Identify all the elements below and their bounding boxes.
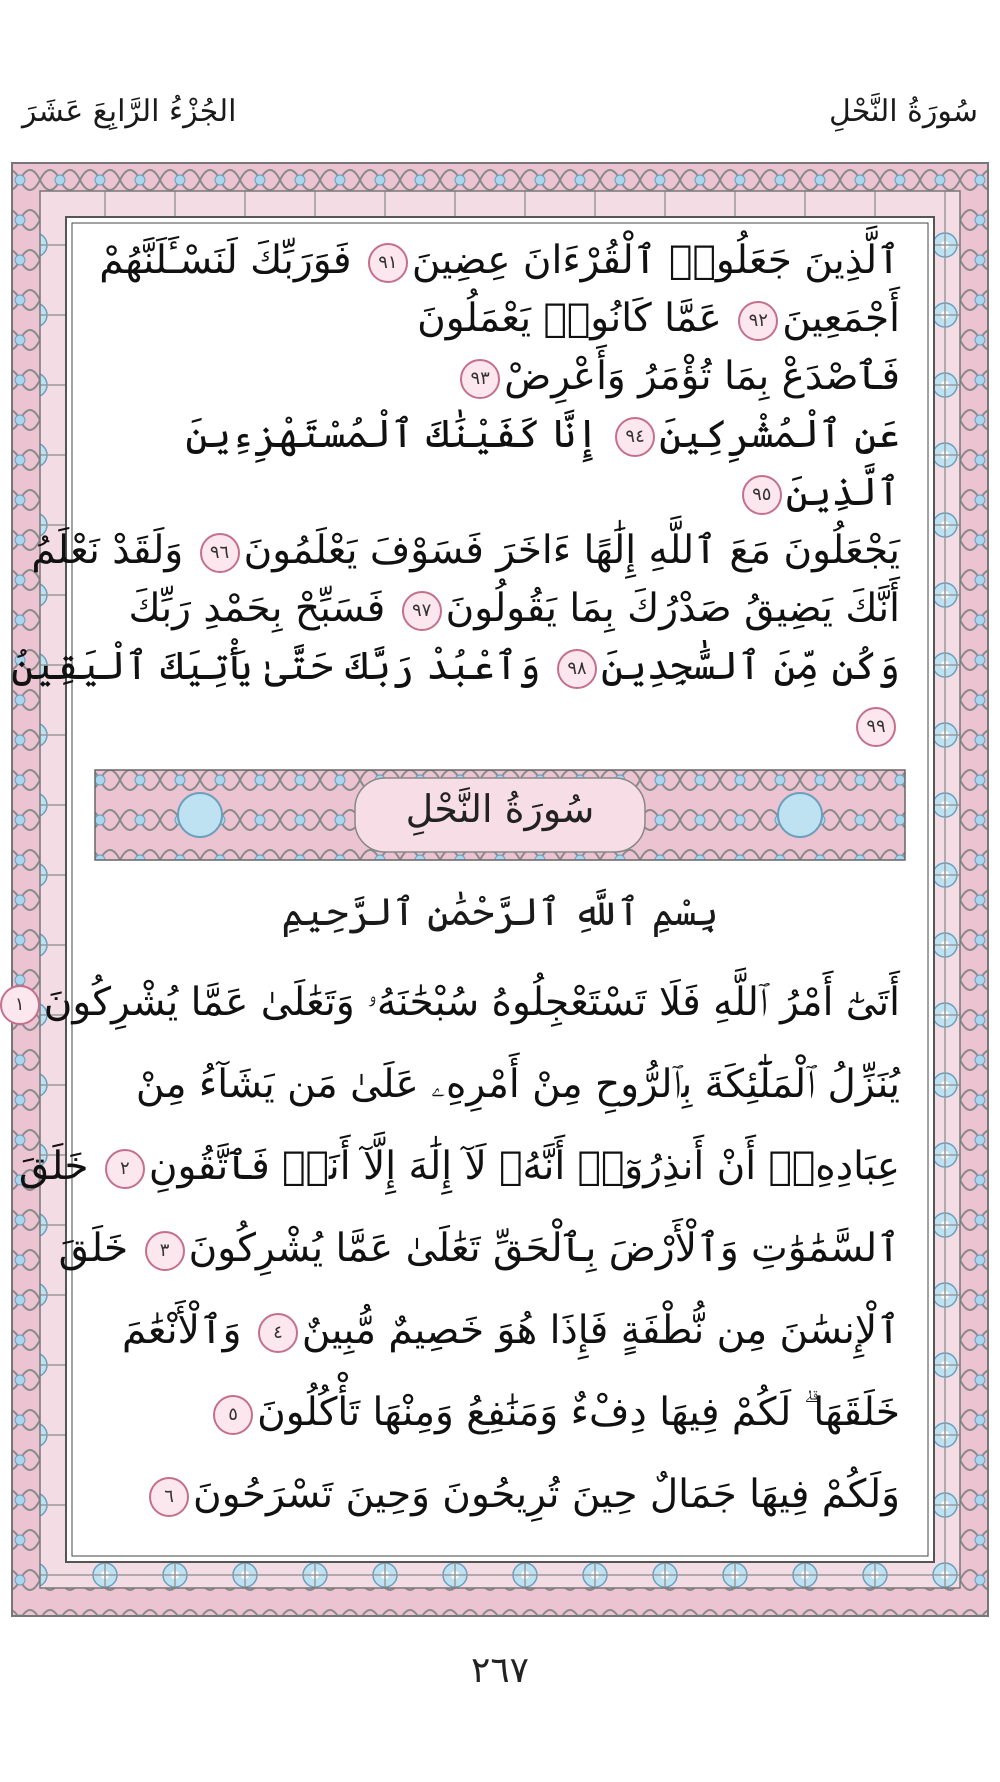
verse-number-marker: ١ (0, 985, 40, 1025)
verse-text-tail: خَلَقَ (18, 1144, 101, 1189)
verse-text-tail: إِنَّا كَفَيْنَٰكَ ٱلْمُسْتَهْزِءِينَ (185, 412, 612, 457)
verse-text: عِبَادِهِۦٓ أَنْ أَنذِرُوٓا۟ أَنَّهُۥ لَآ إِلَٰهَ إِلَّآ أَنَا۠ فَٱتَّقُونِ (148, 1144, 900, 1189)
verse-line (100, 354, 900, 399)
verse-text: يَجْعَلُونَ مَعَ ٱللَّهِ إِلَٰهًا ءَاخَرَ فَسَوْفَ يَعْلَمُونَ (243, 528, 900, 573)
verse-text: وَلَكُمْ فِيهَا جَمَالٌ حِينَ تُرِيحُونَ وَحِينَ تَسْرَحُونَ (193, 1472, 900, 1517)
verse-number-marker: ٣ (145, 1231, 185, 1271)
verse-text-tail: فَوَرَبِّكَ لَنَسْـَٔلَنَّهُمْ (99, 238, 364, 283)
verse-number-marker: ٥ (213, 1395, 253, 1435)
verse-text: عَنِ ٱلْمُشْرِكِينَ (659, 412, 900, 457)
verse-line (100, 586, 900, 631)
verse-text: أَنَّكَ يَضِيقُ صَدْرُكَ بِمَا يَقُولُونَ (445, 586, 900, 631)
verse-text: خَلَقَهَا ۗ لَكُمْ فِيهَا دِفْءٌ وَمَنَٰفِعُ وَمِنْهَا تَأْكُلُونَ (257, 1390, 900, 1435)
verse-number-marker: ٩١ (368, 243, 408, 283)
verse-text: أَتَىٰٓ أَمْرُ ٱللَّهِ فَلَا تَسْتَعْجِلُوهُ سُبْحَٰنَهُۥ وَتَعَٰلَىٰ عَمَّا يُشْرِكُونَ (43, 980, 900, 1025)
verse-text: وَكُن مِّنَ ٱلسَّٰجِدِينَ (600, 644, 900, 689)
verse-text-tail: عَمَّا كَانُوا۟ يَعْمَلُونَ (417, 296, 735, 341)
verse-number-marker: ٩٣ (460, 359, 500, 399)
verse-line (100, 238, 900, 283)
verse-text-tail: خَلَقَ (58, 1226, 141, 1271)
surah-title: سُورَةُ النَّحْلِ (405, 787, 595, 831)
verse-text-tail: وَلَقَدْ نَعْلَمُ (31, 528, 196, 573)
verse-text: فَٱصْدَعْ بِمَا تُؤْمَرُ وَأَعْرِضْ (504, 354, 900, 399)
verse-number-marker: ٢ (105, 1149, 145, 1189)
verse-line (100, 296, 900, 341)
verse-line (100, 1308, 900, 1353)
page-number: ٢٦٧ (470, 1650, 529, 1691)
verse-line (18, 1144, 900, 1189)
verse-line (100, 1390, 900, 1435)
verse-number-marker: ٦ (149, 1477, 189, 1517)
verse-line (58, 1226, 900, 1271)
basmala: بِسْمِ ٱللَّهِ ٱلرَّحْمَٰنِ ٱلرَّحِيمِ (281, 890, 719, 934)
verse-line (100, 470, 900, 515)
verse-number-marker: ٩٤ (615, 417, 655, 457)
verse-text-tail: وَٱلْأَنْعَٰمَ (121, 1308, 254, 1353)
verse-text: ٱلَّذِينَ (785, 470, 900, 515)
verse-line (14, 980, 900, 1025)
verse-line (100, 702, 900, 747)
verse-number-marker: ٩٥ (742, 475, 782, 515)
verse-number-marker: ٩٩ (856, 707, 896, 747)
verse-text-tail: وَٱعْبُدْ رَبَّكَ حَتَّىٰ يَأْتِيَكَ ٱلْيَقِينُ (11, 644, 553, 689)
verse-line (100, 1062, 900, 1107)
verse-text: ٱلْإِنسَٰنَ مِن نُّطْفَةٍ فَإِذَا هُوَ خَصِيمٌ مُّبِينٌ (301, 1308, 900, 1353)
verse-text-tail: فَسَبِّحْ بِحَمْدِ رَبِّكَ (128, 586, 398, 631)
juz-label: الجُزْءُ الرَّابِعَ عَشَرَ (22, 94, 237, 129)
verse-line (31, 528, 900, 573)
verse-text: ٱلَّذِينَ جَعَلُوا۟ ٱلْقُرْءَانَ عِضِينَ (411, 238, 900, 283)
verse-number-marker: ٩٨ (557, 649, 597, 689)
verse-number-marker: ٤ (258, 1313, 298, 1353)
verse-line (100, 412, 900, 457)
verse-text: يُنَزِّلُ ٱلْمَلَٰٓئِكَةَ بِٱلرُّوحِ مِنْ أَمْرِهِۦ عَلَىٰ مَن يَشَآءُ مِنْ (135, 1062, 900, 1107)
verse-line (11, 644, 900, 689)
verse-number-marker: ٩٦ (200, 533, 240, 573)
surah-label: سُورَةُ النَّحْلِ (829, 94, 978, 129)
verse-text: أَجْمَعِينَ (782, 296, 900, 341)
verse-text: ٱلسَّمَٰوَٰتِ وَٱلْأَرْضَ بِٱلْحَقِّ تَعَٰلَىٰ عَمَّا يُشْرِكُونَ (188, 1226, 900, 1271)
verse-number-marker: ٩٢ (738, 301, 778, 341)
verse-line (100, 1472, 900, 1517)
verse-number-marker: ٩٧ (402, 591, 442, 631)
